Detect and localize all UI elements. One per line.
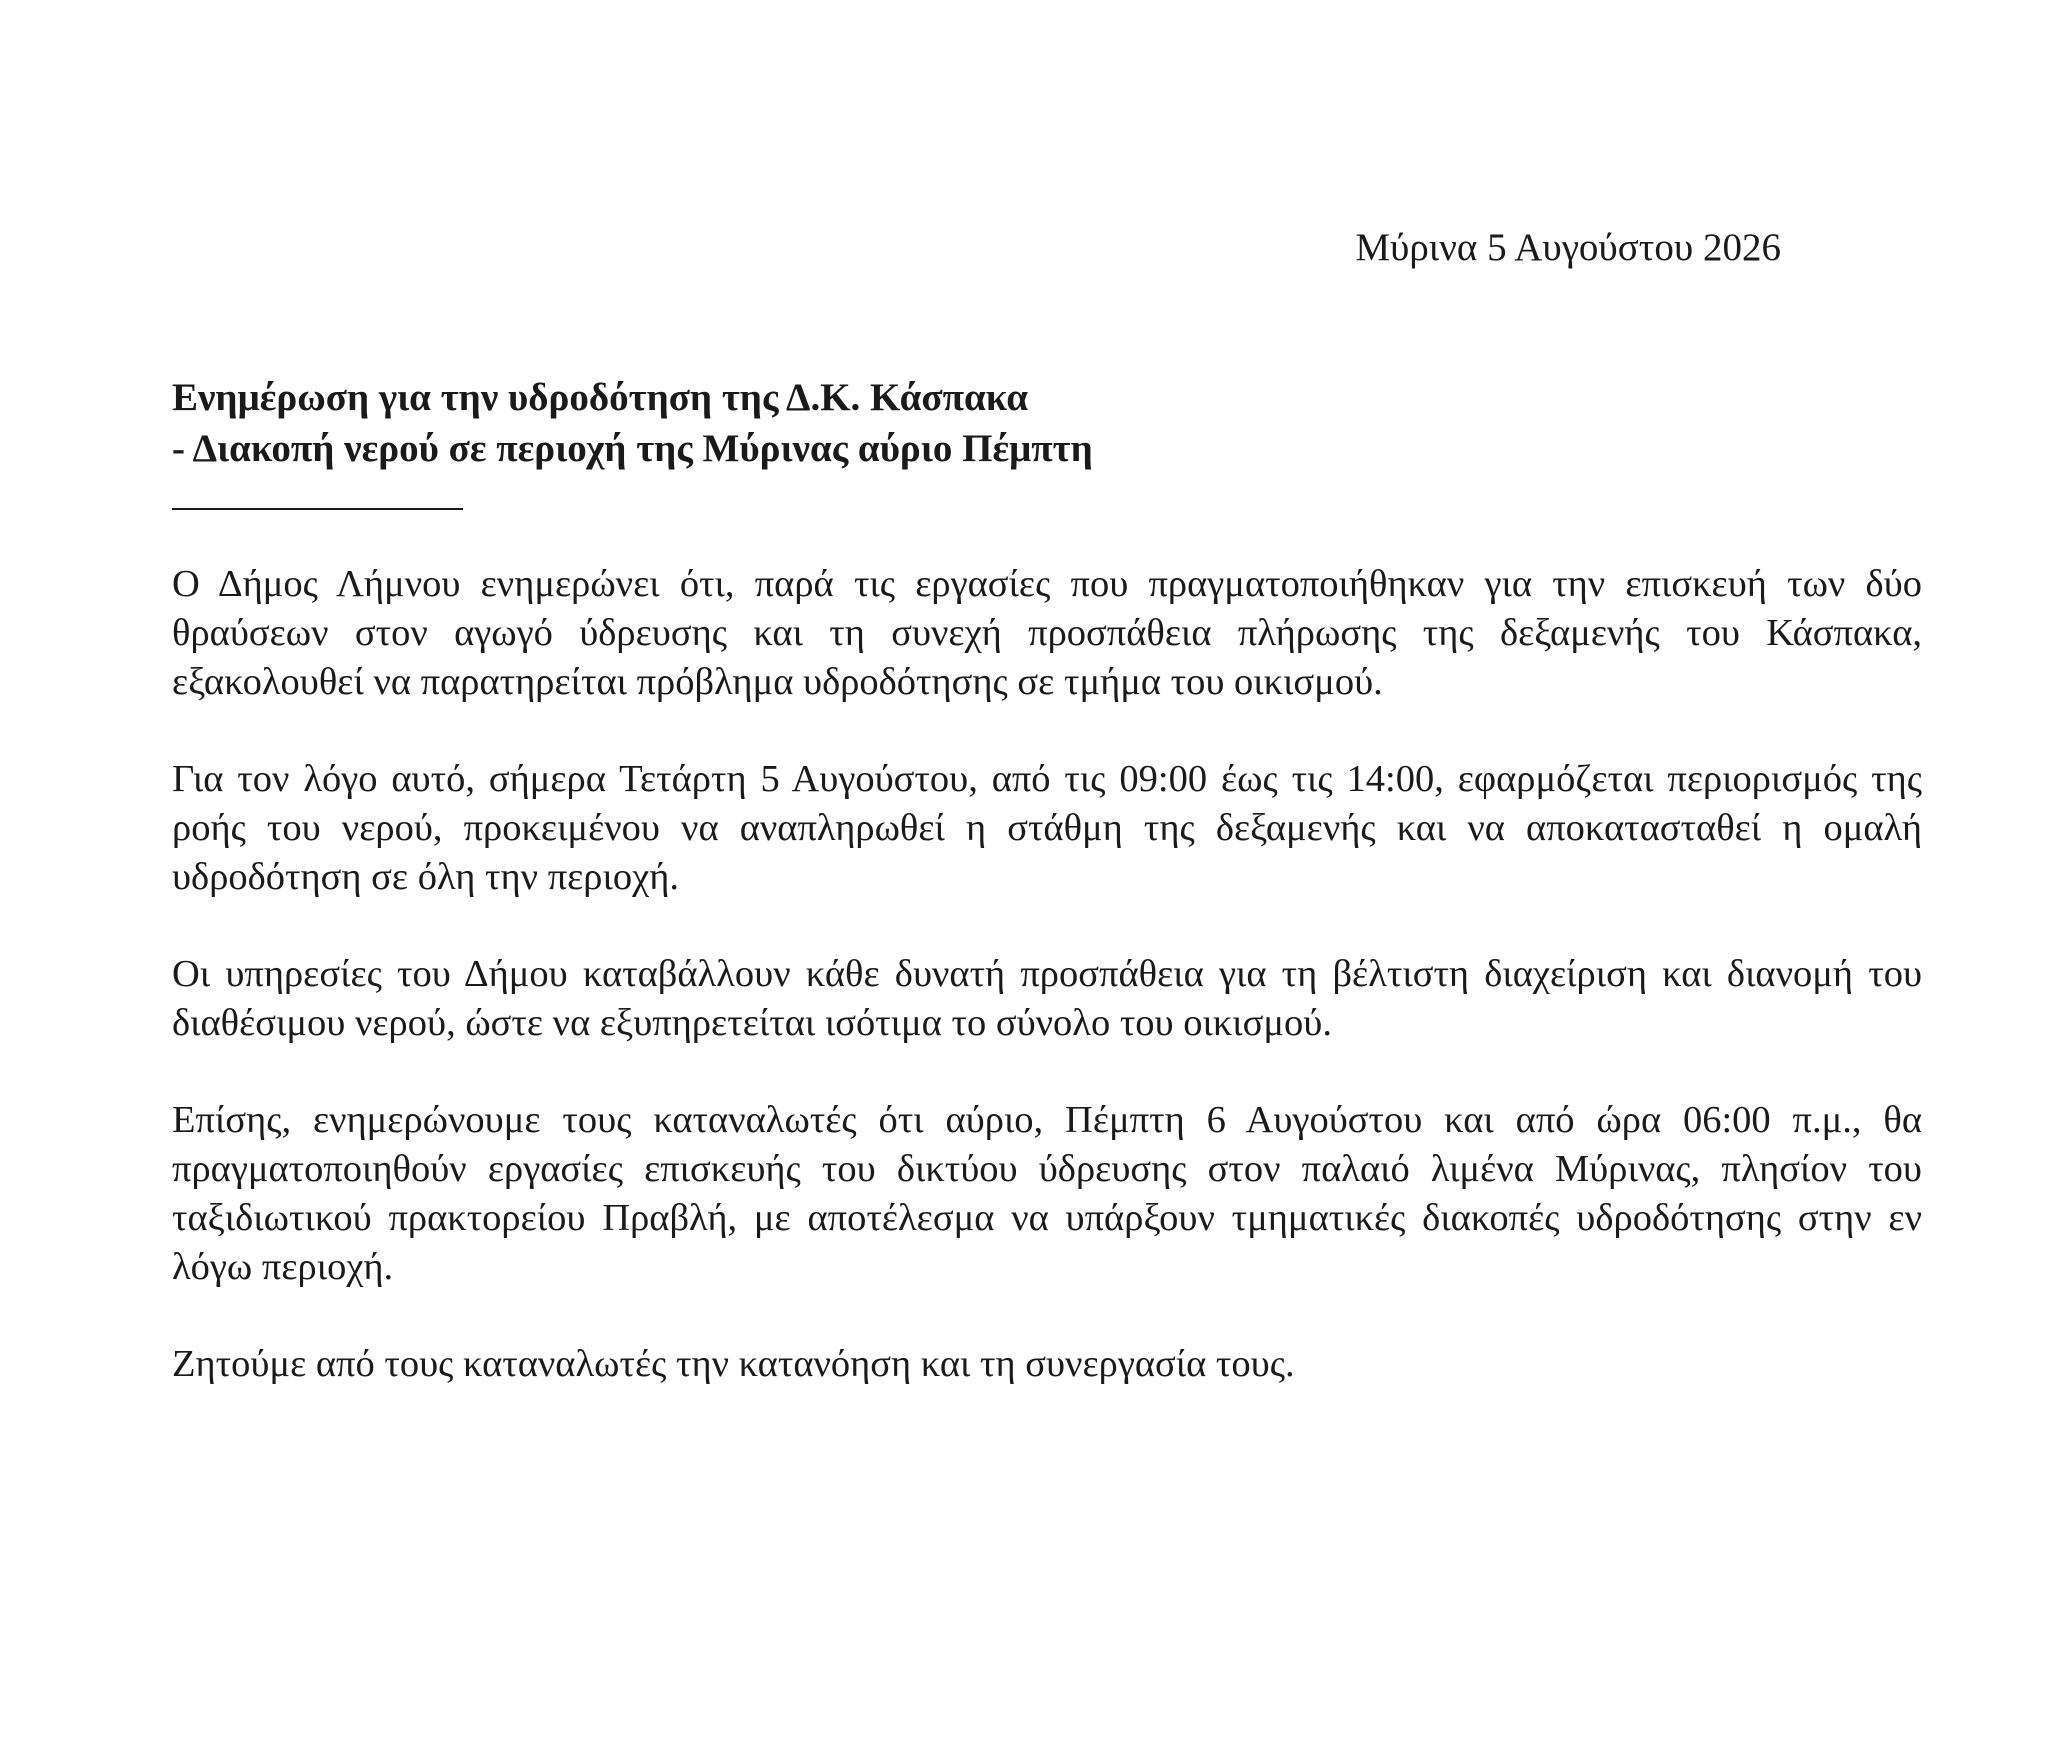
paragraph-4: Επίσης, ενημερώνουμε τους καταναλωτές ότι αύριο, Πέμπτη 6 Αυγούστου και από ώρα 06:00 π.μ., θα πραγματοποιηθούν εργασίες επισκευής του δικτύου ύδρευσης στον παλαιό λιμένα Μύρινας, πλησίον του ταξιδιωτικού πρακτορείου Πραβλή, με αποτέλεσμα να υπάρξουν τμηματικές διακοπές υδροδότησης στην εν λόγω περιοχή. bbox=[172, 1099, 1922, 1288]
document-body bbox=[172, 560, 1922, 1437]
title-line-2: - Διακοπή νερού σε περιοχή της Μύρινας αύριο Πέμπτη bbox=[172, 427, 1093, 470]
title-line-1: Ενημέρωση για την υδροδότηση της Δ.Κ. Κάσπακα bbox=[172, 376, 1029, 419]
paragraph-3: Οι υπηρεσίες του Δήμου καταβάλλουν κάθε δυνατή προσπάθεια για τη βέλτιστη διαχείριση και διανομή του διαθέσιμου νερού, ώστε να εξυπηρετείται ισότιμα το σύνολο του οικισμού. bbox=[172, 953, 1922, 1044]
date-line: Μύρινα 5 Αυγούστου 2026 bbox=[1355, 226, 1781, 269]
paragraph-2: Για τον λόγο αυτό, σήμερα Τετάρτη 5 Αυγούστου, από τις 09:00 έως τις 14:00, εφαρμόζεται περιορισμός της ροής του νερού, προκειμένου να αναπληρωθεί η στάθμη της δεξαμενής και να αποκατασταθεί η ομαλή υδροδότηση σε όλη την περιοχή. bbox=[172, 758, 1922, 898]
title-divider bbox=[172, 508, 463, 510]
document-title bbox=[172, 372, 1672, 474]
paragraph-1: Ο Δήμος Λήμνου ενημερώνει ότι, παρά τις εργασίες που πραγματοποιήθηκαν για την επισκευή των δύο θραύσεων στον αγωγό ύδρευσης και τη συνεχή προσπάθεια πλήρωσης της δεξαμενής του Κάσπακα, εξακολουθεί να παρατηρείται πρόβλημα υδροδότησης σε τμήμα του οικισμού. bbox=[172, 563, 1922, 703]
paragraph-5: Ζητούμε από τους καταναλωτές την κατανόηση και τη συνεργασία τους. bbox=[172, 1343, 1295, 1385]
